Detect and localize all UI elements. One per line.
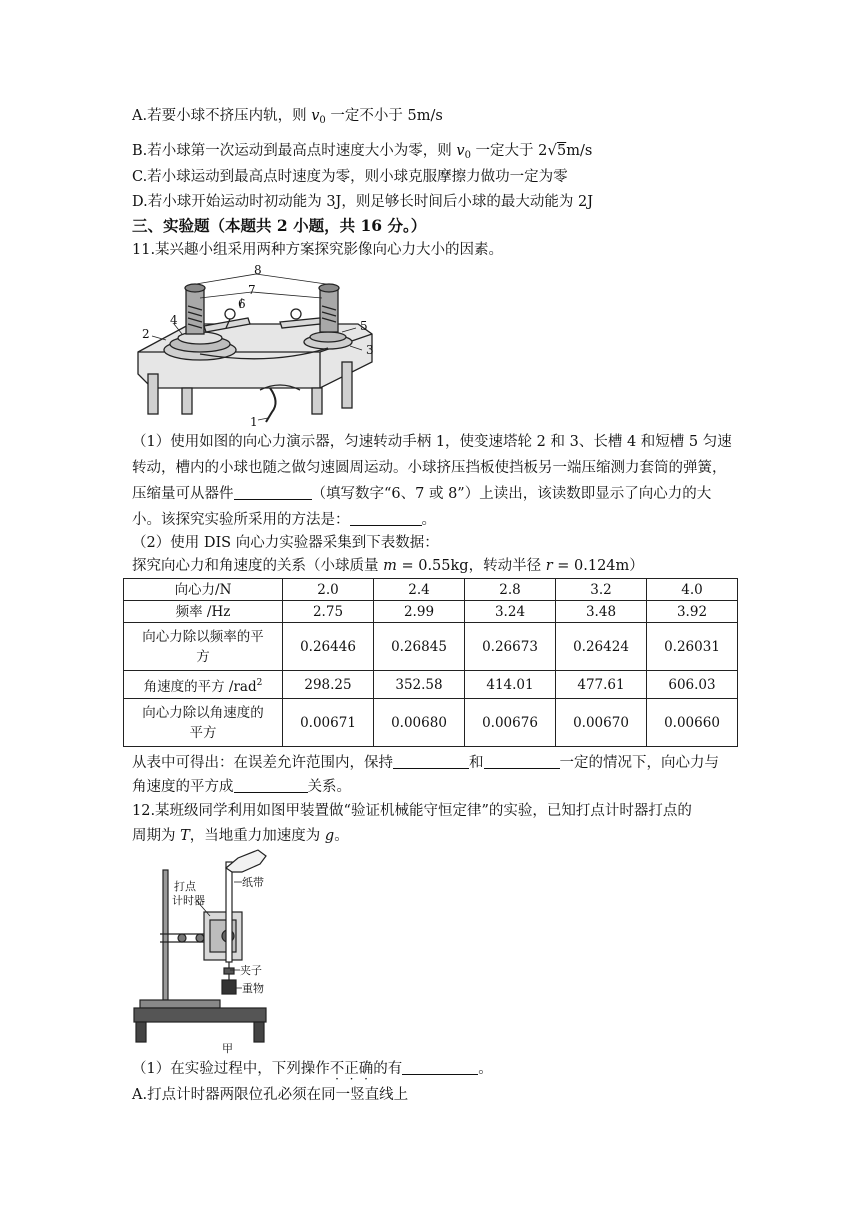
figure-label-8: 8 xyxy=(254,263,262,277)
table-cell: 0.00670 xyxy=(556,699,647,747)
label-clip: 夹子 xyxy=(240,964,262,977)
table-cell: 4.0 xyxy=(647,579,738,601)
table-cell: 2.99 xyxy=(374,601,465,623)
table-cell: 0.26845 xyxy=(374,623,465,671)
q11-conclusion-line2: 角速度的平方成 关系。 xyxy=(132,779,351,795)
table-cell: 0.26031 xyxy=(647,623,738,671)
label-timer-line2: 计时器 xyxy=(172,894,205,907)
q11-part1-line1: （1）使用如图的向心力演示器，匀速转动手柄 1，使变速塔轮 2 和 3、长槽 4 和短槽 5 匀速 xyxy=(132,434,732,450)
q11-part2-line1: （2）使用 DIS 向心力实验器采集到下表数据： xyxy=(132,535,439,551)
figure-label-2: 2 xyxy=(142,327,150,341)
label-timer-line1: 打点 xyxy=(174,880,196,893)
table-cell: 3.48 xyxy=(556,601,647,623)
q12-option-a: A.打点计时器两限位孔必须在同一竖直线上 xyxy=(132,1087,409,1103)
figure-label-4: 4 xyxy=(170,313,178,327)
q11-part2-line2: 探究向心力和角速度的关系（小球质量 m = 0.55kg，转动半径 r = 0.124m） xyxy=(132,558,644,574)
option-d: D.若小球开始运动时初动能为 3J，则足够长时间后小球的最大动能为 2J xyxy=(132,194,594,210)
table-cell: 3.92 xyxy=(647,601,738,623)
table-row xyxy=(124,699,738,747)
answer-blank-method[interactable] xyxy=(350,510,422,526)
table-cell: 298.25 xyxy=(283,671,374,699)
answer-blank-component[interactable] xyxy=(234,484,312,500)
table-cell: 3.24 xyxy=(465,601,556,623)
answer-blank-relation[interactable] xyxy=(234,777,308,793)
centripetal-demonstrator-figure xyxy=(130,262,390,432)
figure-label-6: 6 xyxy=(238,297,246,311)
table-cell: 2.4 xyxy=(374,579,465,601)
table-cell: 477.61 xyxy=(556,671,647,699)
table-header-cell: 向心力除以角速度的 平方 xyxy=(124,699,283,747)
table-row xyxy=(124,623,738,671)
mechanical-energy-apparatus-figure xyxy=(130,846,280,1056)
table-row xyxy=(124,601,738,623)
option-c: C.若小球运动到最高点时速度为零，则小球克服摩擦力做功一定为零 xyxy=(132,169,568,185)
table-cell: 414.01 xyxy=(465,671,556,699)
q11-part1-line3: 压缩量可从器件 （填写数字“6、7 或 8”）上读出，该读数即显示了向心力的大 xyxy=(132,486,712,502)
table-header-cell: 频率 /Hz xyxy=(124,601,283,623)
table-header-cell: 向心力/N xyxy=(124,579,283,601)
table-header-cell: 向心力除以频率的平 方 xyxy=(124,623,283,671)
figure-label-5: 5 xyxy=(360,319,368,333)
table-header-cell: 角速度的平方 /rad$^2$ xyxy=(124,671,283,699)
q11-stem: 11.某兴趣小组采用两种方案探究影像向心力大小的因素。 xyxy=(132,242,504,258)
figure-caption: 甲 xyxy=(222,1042,233,1055)
answer-blank-constant-1[interactable] xyxy=(393,753,469,769)
q11-conclusion-line1: 从表中可得出：在误差允许范围内，保持 和 一定的情况下，向心力与 xyxy=(132,755,719,771)
table-cell: 2.75 xyxy=(283,601,374,623)
emphasized-not-correct: 不正确 xyxy=(329,1061,374,1077)
figure-label-1: 1 xyxy=(250,415,258,429)
table-cell: 0.00676 xyxy=(465,699,556,747)
table-row xyxy=(124,579,738,601)
table-cell: 0.26424 xyxy=(556,623,647,671)
option-a: A.若要小球不挤压内轨，则 $v_0$ 一定不小于 5m/s xyxy=(132,108,443,126)
q12-stem-line1: 12.某班级同学利用如图甲装置做“验证机械能守恒定律”的实验，已知打点计时器打点的 xyxy=(132,803,692,819)
q12-stem-line2: 周期为 T，当地重力加速度为 g。 xyxy=(132,828,349,844)
figure-label-3: 3 xyxy=(366,343,374,357)
figure-label-7: 7 xyxy=(248,283,256,297)
q11-part1-line4: 小。该探究实验所采用的方法是： 。 xyxy=(132,512,436,528)
table-cell: 0.00671 xyxy=(283,699,374,747)
section-title: 三、实验题（本题共 2 小题，共 16 分。） xyxy=(132,216,427,235)
table-cell: 2.8 xyxy=(465,579,556,601)
table-row xyxy=(124,671,738,699)
table-cell: 3.2 xyxy=(556,579,647,601)
table-cell: 352.58 xyxy=(374,671,465,699)
answer-blank-q12-1[interactable] xyxy=(402,1059,478,1075)
table-cell: 0.26446 xyxy=(283,623,374,671)
table-cell: 606.03 xyxy=(647,671,738,699)
table-cell: 0.00660 xyxy=(647,699,738,747)
answer-blank-constant-2[interactable] xyxy=(484,753,560,769)
label-weight: 重物 xyxy=(242,982,264,995)
label-paper-tape: 纸带 xyxy=(242,876,264,889)
table-cell: 0.00680 xyxy=(374,699,465,747)
table-cell: 0.26673 xyxy=(465,623,556,671)
table-cell: 2.0 xyxy=(283,579,374,601)
option-b: B.若小球第一次运动到最高点时速度大小为零，则 $v_0$ 一定大于 2√5m/s xyxy=(132,141,593,161)
q12-part1: （1）在实验过程中，下列操作不正确的有 。 xyxy=(132,1061,493,1077)
data-table xyxy=(123,578,738,747)
q11-part1-line2: 转动，槽内的小球也随之做匀速圆周运动。小球挤压挡板使挡板另一端压缩测力套筒的弹簧， xyxy=(132,460,727,476)
